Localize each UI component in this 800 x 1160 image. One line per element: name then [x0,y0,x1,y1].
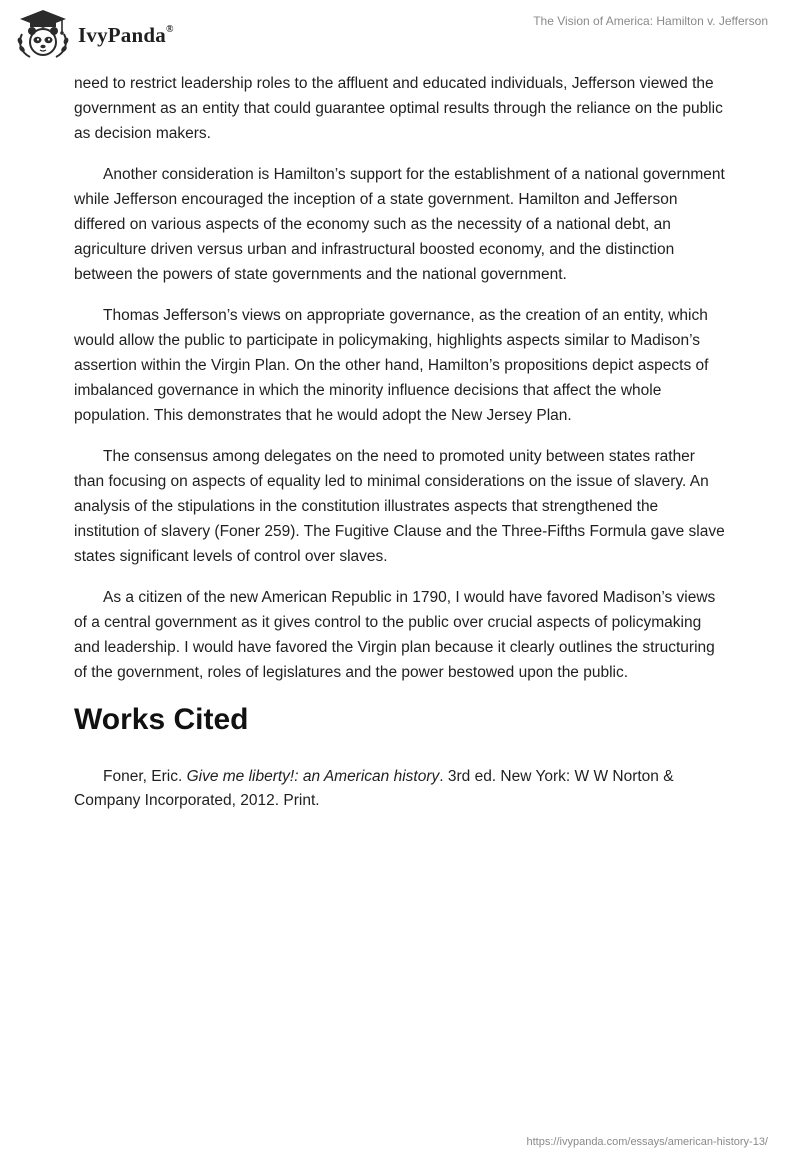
works-cited-heading: Works Cited [74,702,249,736]
brand-name: IvyPanda® [78,22,174,47]
citation-author: Foner, Eric. [103,767,187,785]
citation-entry [74,765,726,815]
page-header [0,0,800,70]
logo[interactable] [14,8,174,60]
citation-details: . 3rd ed. New York: W W Norton & Company Incorporated, 2012. Print. [74,767,674,810]
source-url[interactable]: https://ivypanda.com/essays/american-history-13/ [526,1136,768,1148]
paragraph-4: The consensus among delegates on the need to promoted unity between states rather than focusing on aspects of equality led to minimal considerations on the issue of slavery. An analysis of the stipulations in the constitution illustrates aspects that strengthened the institution of slavery (Foner 259). The Fugitive Clause and the Three-Fifths Formula gave slave states significant levels of control over slaves. [74,448,725,565]
citation-title: Give me liberty!: an American history [186,767,440,785]
document-title: The Vision of America: Hamilton v. Jefferson [533,14,768,28]
paragraph-1: need to restrict leadership roles to the affluent and educated individuals, Jefferson viewed the government as an entity that could guarantee optimal results through the reliance on the public as decision makers. [74,75,723,142]
paragraph-5: As a citizen of the new American Republic in 1790, I would have favored Madison’s views of a central government as it gives control to the public over crucial aspects of policymaking and leadership. I would have favored the Virgin plan because it clearly outlines the structuring of the government, roles of legislatures and the power bestowed upon the public. [74,589,716,681]
paragraph-2: Another consideration is Hamilton’s support for the establishment of a national government while Jefferson encouraged the inception of a state government. Hamilton and Jefferson differed on various aspects of the economy such as the necessity of a national debt, an agriculture driven versus urban and infrastructural boosted economy, and the distinction between the powers of state governments and the national government. [74,166,725,283]
essay-body [74,72,726,831]
panda-graduate-icon [14,8,72,60]
paragraph-3: Thomas Jefferson’s views on appropriate governance, as the creation of an entity, which would allow the public to participate in policymaking, highlights aspects similar to Madison’s assertion within the Virgin Plan. On the other hand, Hamilton’s propositions depict aspects of imbalanced governance in which the minority influence decisions that affect the whole population. This demonstrates that he would adopt the New Jersey Plan. [74,307,709,424]
